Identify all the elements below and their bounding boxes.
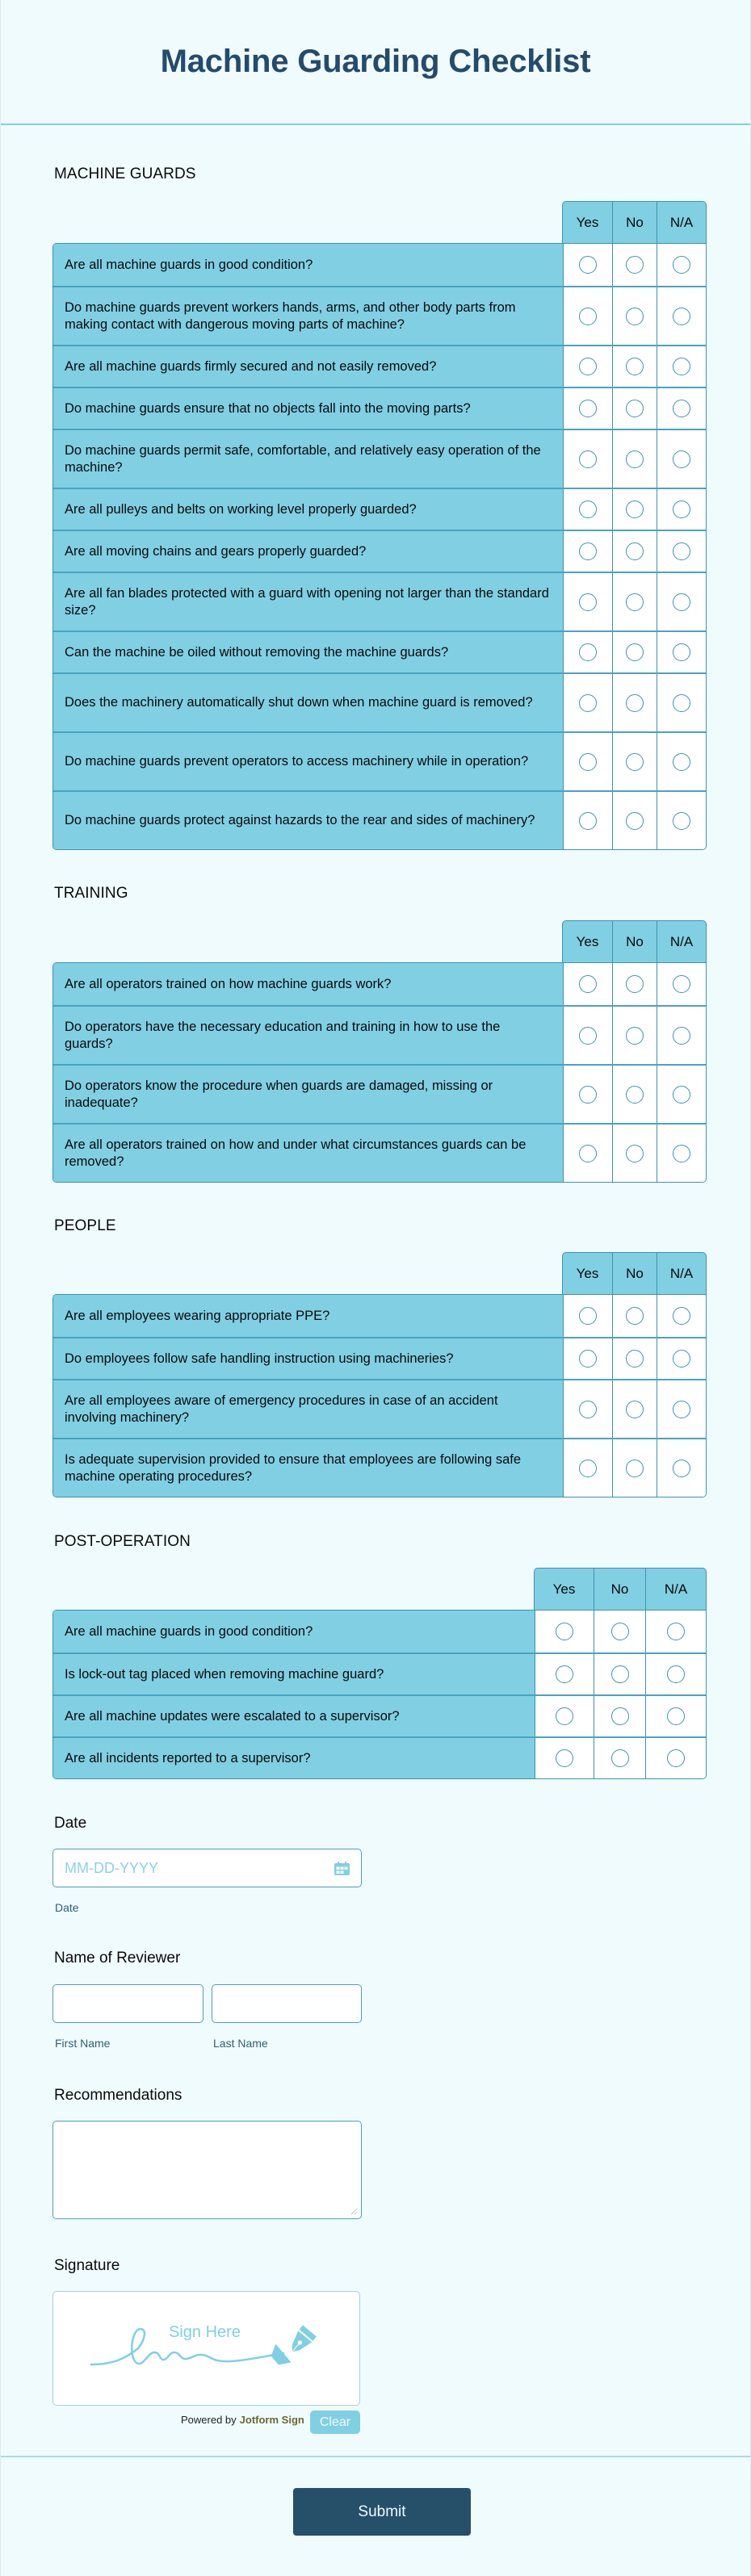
question-text: Is lock-out tag placed when removing machine guard? — [53, 1654, 535, 1694]
first-name-input[interactable] — [52, 1984, 203, 2023]
matrix-body — [52, 1294, 707, 1497]
question-text: Are all employees aware of emergency procedures in case of an accident involving machinery? — [53, 1380, 563, 1438]
radio-yes[interactable] — [579, 975, 597, 993]
radio-yes[interactable] — [579, 694, 597, 712]
matrix-row — [53, 1652, 706, 1694]
matrix-row — [53, 1337, 706, 1379]
section-heading-people: PEOPLE — [54, 1217, 116, 1234]
radio-yes[interactable] — [579, 1401, 597, 1418]
radio-no[interactable] — [626, 542, 644, 560]
matrix-header — [52, 201, 707, 243]
matrix-row — [53, 731, 706, 790]
radio-yes[interactable] — [579, 400, 597, 417]
section-heading-machine-guards: MACHINE GUARDS — [54, 165, 196, 182]
radio-no[interactable] — [626, 1027, 644, 1045]
question-text: Are all incidents reported to a supervisor? — [53, 1738, 535, 1778]
matrix-row — [53, 672, 706, 731]
radio-na[interactable] — [667, 1623, 685, 1640]
matrix-row — [53, 790, 706, 849]
matrix-row — [53, 1694, 706, 1736]
radio-na[interactable] — [673, 975, 690, 993]
date-placeholder: MM-DD-YYYY — [65, 1859, 158, 1876]
powered-by-text: Powered by — [181, 2414, 237, 2426]
matrix-people — [52, 1252, 707, 1497]
recommendations-label: Recommendations — [54, 2087, 183, 2104]
calendar-icon[interactable] — [334, 1862, 350, 1875]
question-text: Are all machine guards in good condition? — [53, 1611, 535, 1652]
radio-na[interactable] — [673, 308, 690, 325]
matrix-row — [53, 1736, 706, 1778]
matrix-row — [53, 572, 706, 630]
pen-nib-icon — [90, 2324, 332, 2373]
question-text: Do machine guards prevent workers hands, arms, and other body parts from making contact with dangerous moving parts of machine? — [53, 287, 563, 345]
matrix-row — [53, 1123, 706, 1182]
radio-na[interactable] — [673, 812, 690, 830]
radio-na[interactable] — [673, 358, 690, 375]
column-header-no: No — [594, 1569, 645, 1610]
radio-yes[interactable] — [579, 643, 597, 661]
radio-yes[interactable] — [579, 450, 597, 468]
radio-na[interactable] — [673, 1145, 690, 1162]
radio-na[interactable] — [673, 1460, 690, 1477]
radio-no[interactable] — [626, 501, 644, 518]
page-title: Machine Guarding Checklist — [160, 43, 591, 79]
question-text: Are all operators trained on how and under what circumstances guards can be removed? — [53, 1125, 563, 1182]
question-text: Are all operators trained on how machine guards work? — [53, 963, 563, 1005]
section-heading-training: TRAINING — [54, 885, 128, 902]
signature-pad[interactable] — [52, 2291, 360, 2406]
recommendations-textarea[interactable] — [52, 2121, 362, 2219]
question-text: Is adequate supervision provided to ensure that employees are following safe machine operating procedures? — [53, 1439, 563, 1497]
radio-na[interactable] — [673, 501, 690, 518]
radio-na[interactable] — [673, 1086, 690, 1104]
radio-yes[interactable] — [579, 1145, 597, 1162]
radio-na[interactable] — [673, 400, 690, 417]
radio-yes[interactable] — [579, 1460, 597, 1477]
radio-no[interactable] — [611, 1707, 629, 1725]
matrix-row — [53, 387, 706, 429]
question-text: Are all machine guards in good condition? — [53, 244, 563, 286]
radio-na[interactable] — [673, 1350, 690, 1368]
matrix-row — [53, 286, 706, 345]
radio-no[interactable] — [626, 450, 644, 468]
question-text: Are all fan blades protected with a guard with opening not larger than the standard size? — [53, 573, 563, 630]
footer-divider — [1, 2456, 750, 2457]
column-header-na: N/A — [645, 1569, 706, 1610]
matrix-body — [52, 1610, 707, 1779]
matrix-row — [53, 530, 706, 572]
radio-na[interactable] — [667, 1665, 685, 1683]
radio-no[interactable] — [626, 1350, 644, 1368]
radio-na[interactable] — [667, 1749, 685, 1767]
matrix-row — [53, 963, 706, 1005]
matrix-row — [53, 1005, 706, 1064]
jotform-sign-link[interactable]: Jotform Sign — [239, 2414, 304, 2426]
radio-yes[interactable] — [579, 308, 597, 325]
resize-grip-icon[interactable] — [350, 2208, 358, 2215]
radio-na[interactable] — [673, 1027, 690, 1045]
question-text: Are all employees wearing appropriate PPE? — [53, 1295, 563, 1337]
column-header-no: No — [612, 921, 657, 962]
last-name-sublabel: Last Name — [213, 2037, 268, 2050]
radio-na[interactable] — [673, 694, 690, 712]
radio-no[interactable] — [626, 643, 644, 661]
question-text: Do machine guards ensure that no objects fall into the moving parts? — [53, 388, 563, 429]
radio-na[interactable] — [673, 450, 690, 468]
first-name-sublabel: First Name — [55, 2037, 111, 2050]
matrix-header — [52, 1252, 707, 1294]
radio-yes[interactable] — [556, 1749, 573, 1767]
date-sublabel: Date — [55, 1901, 79, 1914]
radio-no[interactable] — [626, 1145, 644, 1162]
radio-no[interactable] — [626, 1086, 644, 1104]
radio-yes[interactable] — [579, 501, 597, 518]
radio-na[interactable] — [673, 643, 690, 661]
column-header-na: N/A — [657, 202, 706, 243]
column-header-yes: Yes — [576, 933, 599, 949]
radio-no[interactable] — [626, 694, 644, 712]
matrix-row — [53, 1064, 706, 1123]
radio-na[interactable] — [673, 1401, 690, 1418]
question-text: Do operators know the procedure when guards are damaged, missing or inadequate? — [53, 1066, 563, 1123]
powered-by — [181, 2414, 304, 2426]
matrix-body — [52, 962, 707, 1183]
radio-na[interactable] — [667, 1707, 685, 1725]
question-text: Are all machine guards firmly secured and not easily removed? — [53, 346, 563, 387]
matrix-row — [53, 429, 706, 488]
form-header — [1, 0, 750, 125]
sign-here-placeholder: Sign Here — [169, 2323, 241, 2341]
radio-yes[interactable] — [579, 542, 597, 560]
question-text: Does the machinery automatically shut down when machine guard is removed? — [53, 674, 563, 731]
matrix-header — [52, 1568, 707, 1610]
radio-no[interactable] — [626, 753, 644, 771]
column-header-no: No — [612, 1253, 657, 1294]
radio-yes[interactable] — [579, 753, 597, 771]
radio-no[interactable] — [626, 358, 644, 375]
matrix-row — [53, 345, 706, 387]
submit-button[interactable]: Submit — [293, 2488, 471, 2536]
radio-na[interactable] — [673, 256, 690, 274]
radio-no[interactable] — [611, 1623, 629, 1640]
radio-no[interactable] — [611, 1665, 629, 1683]
matrix-machine-guards — [52, 201, 707, 850]
radio-yes[interactable] — [556, 1707, 573, 1725]
last-name-input[interactable] — [212, 1984, 362, 2023]
matrix-row — [53, 1379, 706, 1438]
matrix-row — [53, 1438, 706, 1497]
radio-yes[interactable] — [556, 1665, 573, 1683]
question-text: Do employees follow safe handling instruction using machineries? — [53, 1338, 563, 1379]
question-text: Are all machine updates were escalated to a supervisor? — [53, 1696, 535, 1736]
matrix-body — [52, 243, 707, 850]
radio-na[interactable] — [673, 753, 690, 771]
signature-label: Signature — [54, 2257, 120, 2274]
matrix-row — [53, 488, 706, 530]
column-header-yes: Yes — [552, 1581, 576, 1597]
matrix-row — [53, 630, 706, 672]
radio-na[interactable] — [673, 593, 690, 611]
matrix-row — [53, 244, 706, 286]
radio-no[interactable] — [626, 1401, 644, 1418]
column-header-no: No — [612, 202, 657, 243]
matrix-row — [53, 1295, 706, 1337]
radio-no[interactable] — [611, 1749, 629, 1767]
radio-yes[interactable] — [579, 256, 597, 274]
radio-yes[interactable] — [579, 358, 597, 375]
column-header-yes: Yes — [576, 214, 599, 230]
radio-na[interactable] — [673, 542, 690, 560]
question-text: Are all moving chains and gears properly guarded? — [53, 531, 563, 572]
radio-yes[interactable] — [579, 593, 597, 611]
matrix-header — [52, 920, 707, 962]
radio-no[interactable] — [626, 308, 644, 325]
matrix-training — [52, 920, 707, 1183]
question-text: Are all pulleys and belts on working level properly guarded? — [53, 489, 563, 530]
question-text: Do machine guards protect against hazards to the rear and sides of machinery? — [53, 792, 563, 849]
radio-no[interactable] — [626, 593, 644, 611]
reviewer-label: Name of Reviewer — [54, 1950, 181, 1967]
question-text: Do operators have the necessary education and training in how to use the guards? — [53, 1007, 563, 1064]
column-header-na: N/A — [657, 1253, 706, 1294]
question-text: Can the machine be oiled without removing the machine guards? — [53, 632, 563, 672]
column-header-na: N/A — [657, 921, 706, 962]
radio-no[interactable] — [626, 1460, 644, 1477]
column-header-yes: Yes — [576, 1265, 599, 1281]
matrix-row — [53, 1611, 706, 1652]
radio-yes[interactable] — [579, 1027, 597, 1045]
clear-signature-button[interactable]: Clear — [310, 2411, 360, 2434]
radio-no[interactable] — [626, 975, 644, 993]
question-text: Do machine guards permit safe, comfortable, and relatively easy operation of the machine? — [53, 430, 563, 488]
question-text: Do machine guards prevent operators to access machinery while in operation? — [53, 733, 563, 790]
date-field[interactable] — [52, 1849, 362, 1887]
radio-yes[interactable] — [579, 1307, 597, 1325]
radio-no[interactable] — [626, 812, 644, 830]
section-heading-post-operation: POST-OPERATION — [54, 1533, 191, 1550]
radio-yes[interactable] — [579, 812, 597, 830]
date-label: Date — [54, 1815, 87, 1832]
matrix-post-operation — [52, 1568, 707, 1779]
radio-na[interactable] — [673, 1307, 690, 1325]
radio-no[interactable] — [626, 256, 644, 274]
radio-yes[interactable] — [556, 1623, 573, 1640]
radio-no[interactable] — [626, 1307, 644, 1325]
radio-yes[interactable] — [579, 1350, 597, 1368]
radio-yes[interactable] — [579, 1086, 597, 1104]
radio-no[interactable] — [626, 400, 644, 417]
